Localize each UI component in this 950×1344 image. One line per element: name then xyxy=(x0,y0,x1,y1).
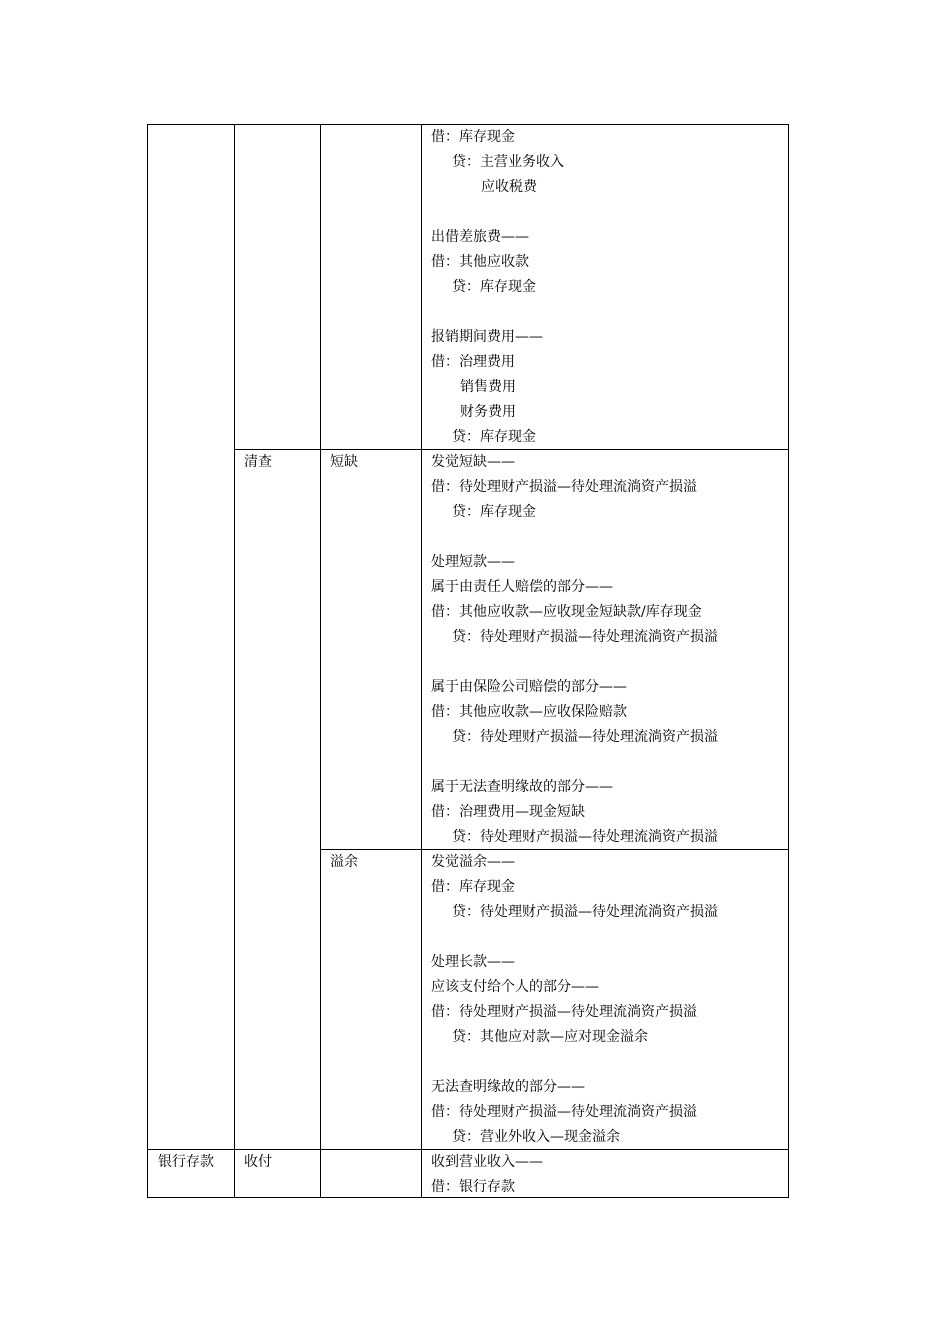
journal-line xyxy=(431,200,564,225)
journal-line: 出借差旅费—— xyxy=(431,229,529,245)
journal-line xyxy=(431,1050,718,1075)
journal-line: 借：银行存款 xyxy=(431,1179,515,1195)
journal-line xyxy=(431,750,718,775)
journal-line: 借：待处理财产损溢—待处理流淌资产损溢 xyxy=(431,1104,697,1120)
account-cell: 银行存款 xyxy=(158,1154,214,1170)
journal-line: 贷：库存现金 xyxy=(452,279,536,295)
column-divider xyxy=(421,125,422,1197)
journal-line: 财务费用 xyxy=(460,404,516,420)
journal-line xyxy=(431,300,564,325)
category-cell: 收付 xyxy=(244,1154,272,1170)
journal-line: 贷：待处理财产损溢—待处理流淌资产损溢 xyxy=(452,629,718,645)
journal-line: 借：治理费用 xyxy=(431,354,515,370)
journal-entry-cell xyxy=(431,125,564,450)
journal-line: 借：待处理财产损溢—待处理流淌资产损溢 xyxy=(431,479,697,495)
journal-line xyxy=(431,650,718,675)
journal-line: 借：其他应收款 xyxy=(431,254,529,270)
journal-line: 处理短款—— xyxy=(431,554,515,570)
journal-line: 借：待处理财产损溢—待处理流淌资产损溢 xyxy=(431,1004,697,1020)
journal-line: 发觉短缺—— xyxy=(431,454,515,470)
journal-line: 销售费用 xyxy=(460,379,516,395)
journal-line: 贷：库存现金 xyxy=(452,429,536,445)
journal-line: 贷：其他应对款—应对现金溢余 xyxy=(452,1029,648,1045)
journal-line: 借：治理费用—现金短缺 xyxy=(431,804,585,820)
journal-line: 属于由责任人赔偿的部分—— xyxy=(431,579,613,595)
journal-line: 贷：主营业务收入 xyxy=(452,154,564,170)
journal-line: 借：库存现金 xyxy=(431,879,515,895)
column-divider xyxy=(320,125,321,1197)
journal-line: 贷：待处理财产损溢—待处理流淌资产损溢 xyxy=(452,904,718,920)
journal-line: 收到营业收入—— xyxy=(431,1154,543,1170)
journal-line: 借：库存现金 xyxy=(431,129,515,145)
journal-line xyxy=(431,525,718,550)
journal-entry-cell xyxy=(431,850,718,1150)
journal-line: 贷：待处理财产损溢—待处理流淌资产损溢 xyxy=(452,729,718,745)
accounting-table xyxy=(147,124,789,1198)
journal-entry-cell xyxy=(431,1150,543,1200)
subcategory-cell: 短缺 xyxy=(330,454,358,470)
journal-line: 贷：库存现金 xyxy=(452,504,536,520)
journal-line: 发觉溢余—— xyxy=(431,854,515,870)
journal-line: 贷：营业外收入—现金溢余 xyxy=(452,1129,620,1145)
journal-entry-cell xyxy=(431,450,718,850)
journal-line: 借：其他应收款—应收现金短缺款/库存现金 xyxy=(431,604,702,620)
subcategory-cell: 溢余 xyxy=(330,854,358,870)
journal-line: 借：其他应收款—应收保险赔款 xyxy=(431,704,627,720)
category-cell: 清查 xyxy=(244,454,272,470)
journal-line: 属于由保险公司赔偿的部分—— xyxy=(431,679,627,695)
journal-line: 应收税费 xyxy=(481,179,537,195)
journal-line: 报销期间费用—— xyxy=(431,329,543,345)
journal-line xyxy=(431,925,718,950)
journal-line: 无法查明缘故的部分—— xyxy=(431,1079,585,1095)
journal-line: 处理长款—— xyxy=(431,954,515,970)
journal-line: 属于无法查明缘故的部分—— xyxy=(431,779,613,795)
journal-line: 应该支付给个人的部分—— xyxy=(431,979,599,995)
journal-line: 贷：待处理财产损溢—待处理流淌资产损溢 xyxy=(452,829,718,845)
column-divider xyxy=(234,125,235,1197)
